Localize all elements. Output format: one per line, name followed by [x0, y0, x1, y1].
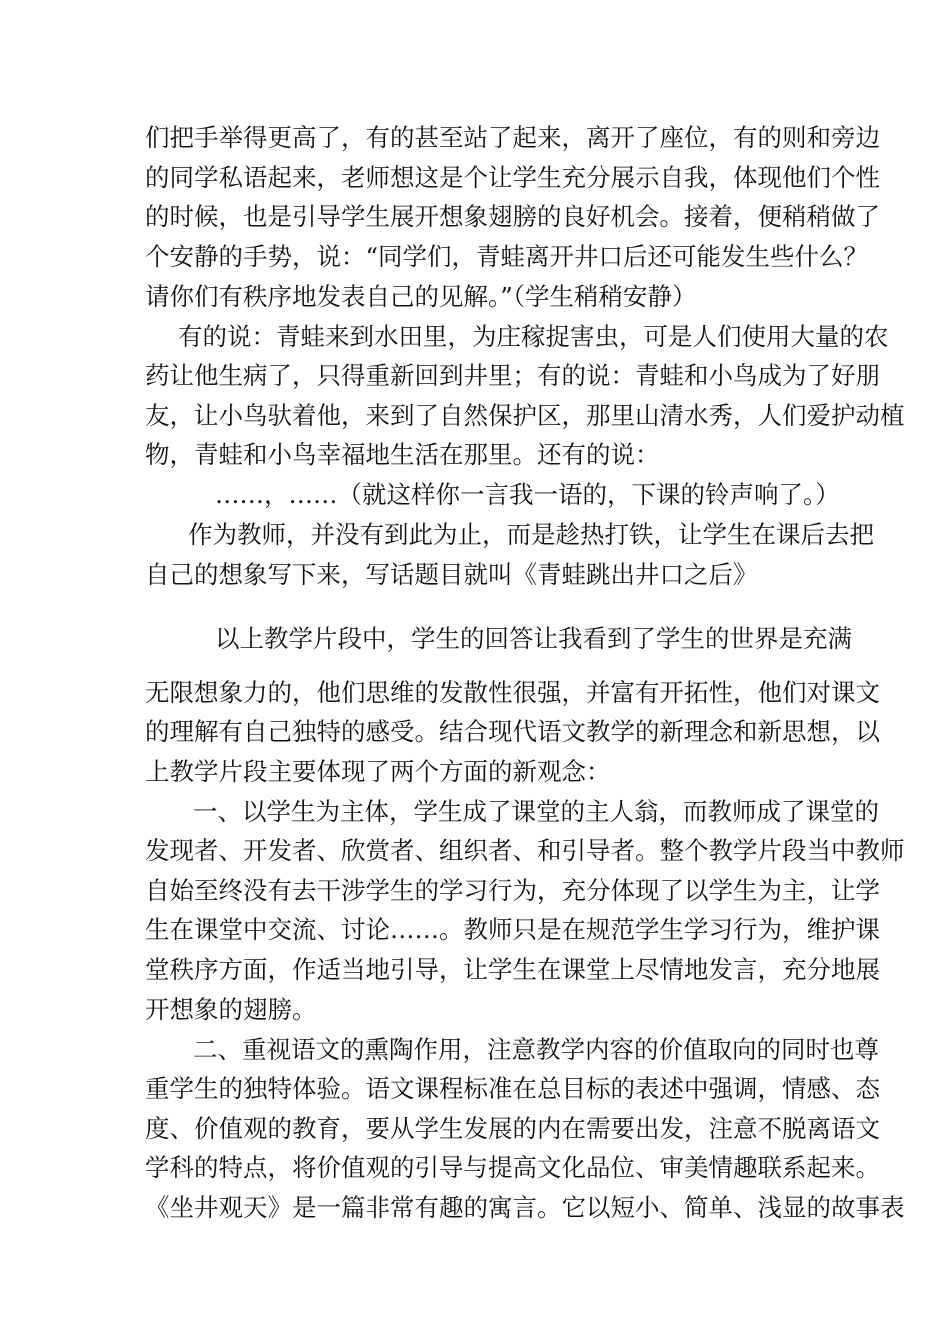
text-line: 们把手举得更高了，有的甚至站了起来，离开了座位，有的则和旁边: [145, 123, 880, 152]
text-line: 以上教学片段中，学生的回答让我看到了学生的世界是充满: [215, 624, 852, 653]
text-line: 上教学片段主要体现了两个方面的新观念：: [145, 757, 611, 786]
text-line: 重学生的独特体验。语文课程标准在总目标的表述中强调，情感、态: [145, 1074, 880, 1103]
text-line: 发现者、开发者、欣赏者、组织者、和引导者。整个教学片段当中教师: [145, 836, 905, 865]
text-line: 请你们有秩序地发表自己的见解。”（学生稍稍安静）: [145, 282, 697, 311]
text-line: 自始至终没有去干涉学生的学习行为，充分体现了以学生为主，让学: [145, 876, 880, 905]
text-line: 作为教师，并没有到此为止，而是趁热打铁，让学生在课后去把: [188, 520, 874, 549]
text-line: 生在课堂中交流、讨论……。教师只是在规范学生学习行为，维护课: [145, 915, 880, 944]
text-line: 有的说：青蛙来到水田里，为庄稼捉害虫，可是人们使用大量的农: [178, 322, 889, 351]
text-line: 堂秩序方面，作适当地引导，让学生在课堂上尽情地发言，充分地展: [145, 955, 880, 984]
text-line: 一、以学生为主体，学生成了课堂的主人翁，而教师成了课堂的: [193, 797, 879, 826]
text-line: 的同学私语起来，老师想这是个让学生充分展示自我，体现他们个性: [145, 163, 880, 192]
text-line: 开想象的翅膀。: [145, 995, 317, 1024]
text-line: 度、价值观的教育，要从学生发展的内在需要出发，注意不脱离语文: [145, 1114, 880, 1143]
text-line: 的时候，也是引导学生展开想象翅膀的良好机会。接着，便稍稍做了: [145, 202, 880, 231]
text-line: 无限想象力的，他们思维的发散性很强，并富有开拓性，他们对课文: [145, 678, 880, 707]
text-line: ……，……（就这样你一言我一语的，下课的铃声响了。）: [215, 480, 840, 509]
text-line: 自己的想象写下来，写话题目就叫《青蛙跳出井口之后》: [145, 560, 758, 589]
text-line: 二、重视语文的熏陶作用，注意教学内容的价值取向的同时也尊: [193, 1035, 879, 1064]
text-line: 友，让小鸟驮着他，来到了自然保护区，那里山清水秀，人们爱护动植: [145, 401, 905, 430]
text-line: 的理解有自己独特的感受。结合现代语文教学的新理念和新思想，以: [145, 717, 880, 746]
text-line: 物，青蛙和小鸟幸福地生活在那里。还有的说：: [145, 440, 660, 469]
text-line: 药让他生病了，只得重新回到井里；有的说：青蛙和小鸟成为了好朋: [145, 361, 880, 390]
text-line: 学科的特点，将价值观的引导与提高文化品位、审美情趣联系起来。: [145, 1153, 880, 1182]
text-line: 个安静的手势，说：“同学们，青蛙离开井口后还可能发生些什么？: [145, 242, 869, 271]
text-line: 《坐井观天》是一篇非常有趣的寓言。它以短小、简单、浅显的故事表: [145, 1193, 905, 1222]
